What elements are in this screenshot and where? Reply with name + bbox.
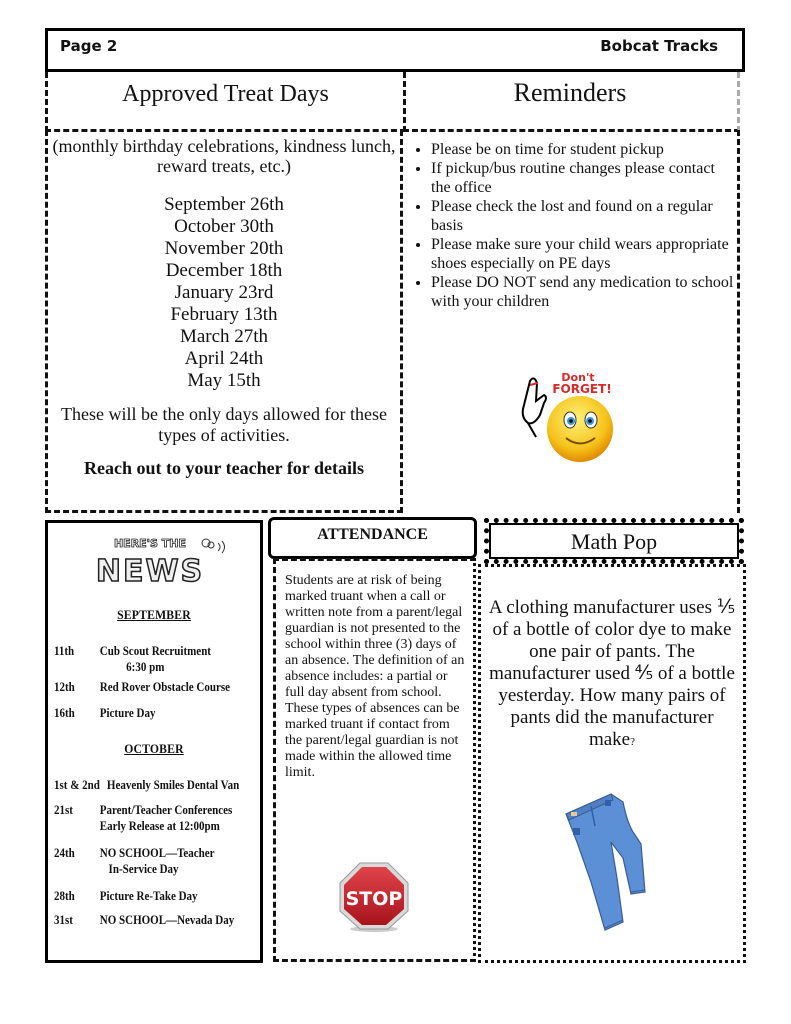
news-event — [54, 643, 211, 675]
reminders-title: Reminders — [513, 78, 627, 107]
math-pop-section — [478, 564, 746, 963]
svg-text:HERE'S THE: HERE'S THE — [113, 537, 187, 550]
news-event — [54, 705, 155, 721]
news-event-detail: Early Release at 12:00pm — [99, 819, 220, 833]
reminders-header — [403, 72, 740, 132]
math-question — [481, 567, 743, 753]
reminders-list — [403, 140, 737, 311]
reminder-item: • Please make sure your child wears appropriate shoes especially on PE days — [431, 235, 737, 273]
news-event-title: Picture Re-Take Day — [99, 889, 198, 903]
news-event-detail: In-Service Day — [108, 862, 179, 876]
treat-date: February 13th — [170, 304, 278, 325]
news-event-title: Red Rover Obstacle Course — [99, 680, 231, 694]
news-event-title: Heavenly Smiles Dental Van — [106, 778, 240, 792]
math-question-mark: ? — [630, 736, 636, 748]
attendance-text: Students are at risk of being marked truant when a call or written note from a parent/legal guardian is not presented to the school within three (3) days of an absence. The definition of an absence includes: a partial or full day absent from school. These types of absences can be marked truant if contact from the parent/legal guardian is not made within the allowed time limit. — [285, 573, 465, 780]
treat-days-header — [45, 72, 406, 132]
svg-text:STOP: STOP — [345, 888, 403, 910]
news-event-date: 11th — [54, 644, 75, 658]
reminder-item: • Please be on time for student pickup — [431, 140, 737, 159]
news-event — [54, 888, 198, 904]
treat-days-title: Approved Treat Days — [122, 81, 329, 107]
news-event-date: 21st — [54, 803, 73, 817]
news-event-title: Parent/Teacher Conferences — [99, 803, 233, 817]
news-event-date: 16th — [54, 706, 75, 720]
news-event-title: Picture Day — [99, 706, 156, 720]
treat-date: January 23rd — [174, 282, 274, 303]
news-event-date: 12th — [54, 680, 75, 694]
treat-date: October 30th — [174, 216, 274, 237]
svg-text:NEWS: NEWS — [95, 554, 205, 588]
reminder-item: • If pickup/bus routine changes please contact the office — [431, 159, 737, 197]
treat-days-list — [48, 194, 400, 392]
math-pop-header — [484, 518, 744, 564]
news-section — [45, 520, 263, 963]
stop-sign-icon — [338, 861, 410, 933]
news-event-date: 31st — [54, 913, 73, 927]
attendance-section — [273, 558, 476, 962]
news-event-date: 28th — [54, 889, 75, 903]
math-pop-title: Math Pop — [570, 529, 658, 554]
jeans-icon — [561, 792, 656, 937]
news-event — [54, 912, 234, 928]
page-number: Page 2 — [60, 37, 118, 55]
newsletter-header — [45, 28, 745, 72]
news-event — [54, 777, 239, 793]
treat-date: December 18th — [165, 260, 283, 281]
reminder-item: • Please DO NOT send any medication to school with your children — [431, 273, 737, 311]
news-event — [54, 802, 232, 834]
treat-days-section — [45, 130, 403, 513]
news-month-september: SEPTEMBER — [117, 607, 191, 622]
heres-the-news-logo — [78, 533, 238, 588]
dont-forget-smiley-icon — [500, 365, 630, 465]
treat-days-cta: Reach out to your teacher for details — [84, 458, 364, 478]
reminder-item: • Please check the lost and found on a regular basis — [431, 197, 737, 235]
news-event — [54, 679, 230, 695]
news-event-title: NO SCHOOL—Nevada Day — [99, 913, 235, 927]
news-event-date: 24th — [54, 846, 75, 860]
news-event-title: Cub Scout Recruitment — [99, 644, 211, 658]
forget-text: FORGET! — [552, 382, 612, 396]
treat-days-note: These will be the only days allowed for these types of activities. — [61, 404, 387, 445]
dont-text: Don't — [561, 371, 595, 384]
news-event-date: 1st & 2nd — [54, 778, 100, 792]
news-month-october: OCTOBER — [124, 741, 184, 756]
treat-days-intro: (monthly birthday celebrations, kindness lunch, reward treats, etc.) — [52, 136, 396, 176]
news-event-detail: 6:30 pm — [126, 660, 165, 674]
treat-date: May 15th — [187, 370, 261, 391]
treat-date: April 24th — [184, 348, 264, 369]
attendance-title: ATTENDANCE — [317, 526, 428, 543]
treat-date: September 26th — [164, 194, 284, 215]
news-event-title: NO SCHOOL—Teacher — [99, 846, 215, 860]
publication-title: Bobcat Tracks — [600, 37, 718, 55]
math-question-text: A clothing manufacturer uses ⅕ of a bottle of color dye to make one pair of pants. The manufacturer used ⅘ of a bottle yesterday. How many pairs of pants did the manufacturer make — [488, 597, 736, 750]
news-event — [54, 845, 215, 877]
treat-date: November 20th — [164, 238, 284, 259]
attendance-header — [268, 517, 477, 559]
treat-date: March 27th — [179, 326, 269, 347]
